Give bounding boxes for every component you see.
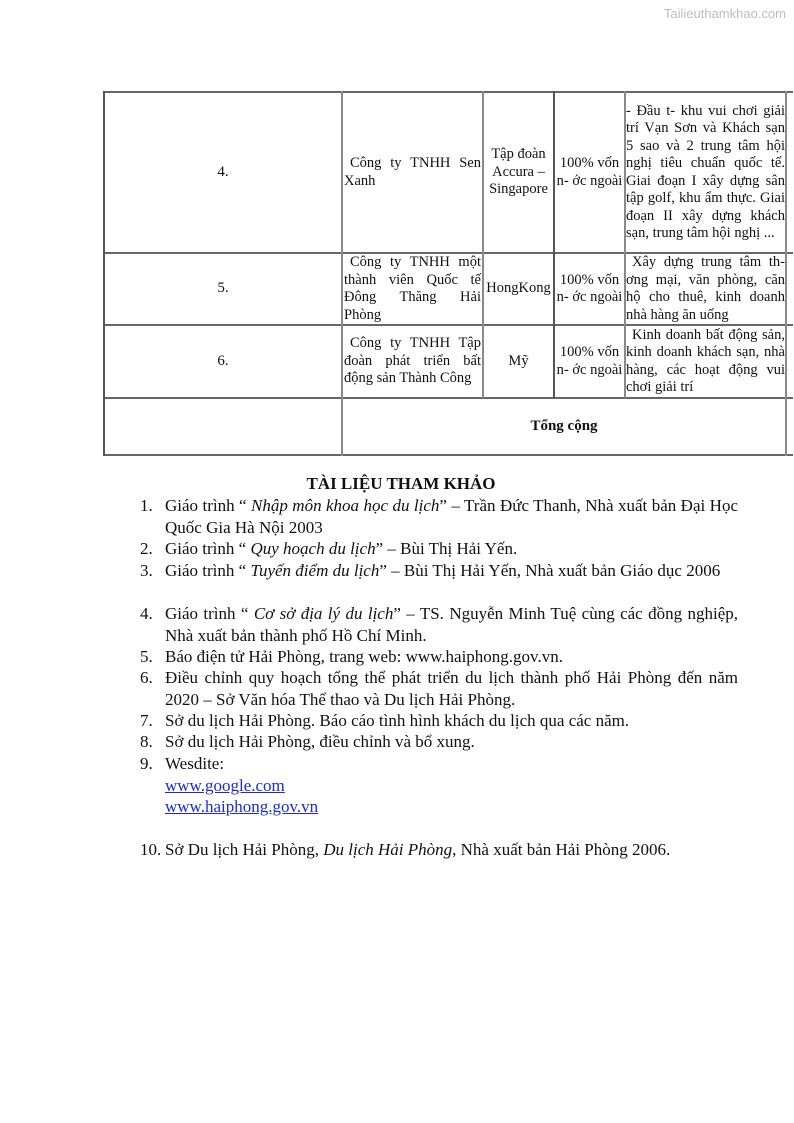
project-description: - Đầu t- khu vui chơi giải trí Vạn Sơn và Khách sạn 5 sao và 2 trung tâm hội nghị tiêu chuẩn quốc tế. Giai đoạn I xây dựng sân tập golf, khu ẩm thực. Giai đoạn II xây dựng khách sạn, trung tâm hội nghị ... <box>626 102 785 241</box>
haiphong-link[interactable]: www.haiphong.gov.vn <box>165 797 319 816</box>
row-number: 6. <box>217 352 229 369</box>
reference-text: Điều chỉnh quy hoạch tổng thể phát triển du lịch thành phố Hải Phòng đến năm 2020 – Sở Văn hóa Thể thao và Du lịch Hải Phòng. <box>165 668 738 709</box>
reference-text: Wesdite: <box>165 754 225 773</box>
reference-title: Nhập môn khoa học du lịch <box>251 496 440 515</box>
reference-text: Giáo trình “ Nhập môn khoa học du lịch” – Trần Đức Thanh, Nhà xuất bản Đại Học Quốc Gia Hà Nội 2003 <box>165 496 738 537</box>
reference-number: 4. <box>140 604 153 623</box>
reference-item <box>140 603 738 646</box>
reference-text: Sở du lịch Hải Phòng. Báo cáo tình hình khách du lịch qua các năm. <box>165 711 630 730</box>
project-description-text: Kinh doanh bất động sản, kinh doanh khách sạn, nhà hàng, các hoạt động vui chơi giải trí <box>626 326 785 395</box>
reference-title: Quy hoạch du lịch <box>250 539 376 558</box>
reference-number: 5. <box>140 647 153 666</box>
reference-text: Báo điện tử Hải Phòng, trang web: www.haiphong.gov.vn. <box>165 647 563 666</box>
reference-title: Tuyến điểm du lịch <box>250 561 380 580</box>
reference-number: 3. <box>140 561 153 580</box>
table-border-bottom <box>103 454 793 456</box>
reference-item <box>140 753 738 775</box>
company-name-text: Công ty TNHH Sen Xanh <box>344 155 481 189</box>
reference-item <box>140 667 738 710</box>
total-label: Tổng cộng <box>530 417 598 434</box>
references-section <box>0 472 794 496</box>
project-description <box>626 326 785 397</box>
reference-item <box>140 646 738 668</box>
company-name <box>343 254 482 324</box>
reference-text: Giáo trình “ Tuyến điểm du lịch” – Bùi Thị Hải Yến, Nhà xuất bản Giáo dục 2006 <box>165 561 721 580</box>
investor-country: Mỹ <box>508 352 529 369</box>
reference-item <box>140 710 738 732</box>
capital-type: 100% vốn n- ớc ngoài <box>556 155 623 189</box>
company-name-text: Công ty TNHH Tập đoàn phát triển bất động sản Thành Công <box>344 335 481 387</box>
reference-title: Cơ sở địa lý du lịch <box>253 604 394 623</box>
company-name <box>343 93 482 252</box>
row-number: 4. <box>217 163 229 180</box>
reference-title: Du lịch Hải Phòng <box>323 840 453 859</box>
references-title: TÀI LIỆU THAM KHẢO <box>306 474 496 493</box>
capital-type: 100% vốn n- ớc ngoài <box>556 344 623 378</box>
reference-text: Sở Du lịch Hải Phòng, Du lịch Hải Phòng, Nhà xuất bản Hải Phòng 2006. <box>165 840 671 859</box>
investor-country: Tập đoàn Accura – Singapore <box>489 146 548 198</box>
reference-number: 1. <box>140 496 153 515</box>
site-watermark: Tailieuthamkhao.com <box>663 6 786 21</box>
reference-text: Sở du lịch Hải Phòng, điều chỉnh và bổ xung. <box>165 732 475 751</box>
google-link[interactable]: www.google.com <box>165 776 285 795</box>
reference-number: 8. <box>140 732 153 751</box>
reference-item <box>140 538 738 560</box>
col-divider <box>785 91 787 456</box>
reference-number: 9. <box>140 754 153 773</box>
project-description <box>626 254 785 324</box>
reference-text: Giáo trình “ Quy hoạch du lịch” – Bùi Thị Hải Yến. <box>165 539 518 558</box>
row-number: 5. <box>217 280 229 297</box>
reference-number: 10. <box>140 840 162 859</box>
reference-number: 6. <box>140 668 153 687</box>
reference-number: 2. <box>140 539 153 558</box>
company-name-text: Công ty TNHH một thành viên Quốc tế Đông Thăng Hải Phòng <box>344 254 481 323</box>
reference-item <box>140 731 738 753</box>
project-description-text: Xây dựng trung tâm th- ơng mại, văn phòng, căn hộ cho thuê, kinh doanh nhà hàng ăn uống <box>626 254 785 323</box>
link-row <box>165 796 318 817</box>
total-row-blank <box>105 399 341 454</box>
reference-item <box>140 560 738 582</box>
capital-type: 100% vốn n- ớc ngoài <box>556 271 623 305</box>
investor-country: HongKong <box>486 280 551 297</box>
reference-text: Giáo trình “ Cơ sở địa lý du lịch” – TS. Nguyễn Minh Tuệ cùng các đồng nghiệp, Nhà xuất bản thành phố Hồ Chí Minh. <box>165 604 738 645</box>
link-row <box>165 775 285 796</box>
reference-number: 7. <box>140 711 153 730</box>
company-name <box>343 326 482 397</box>
reference-item <box>140 495 738 538</box>
reference-item <box>140 839 738 861</box>
